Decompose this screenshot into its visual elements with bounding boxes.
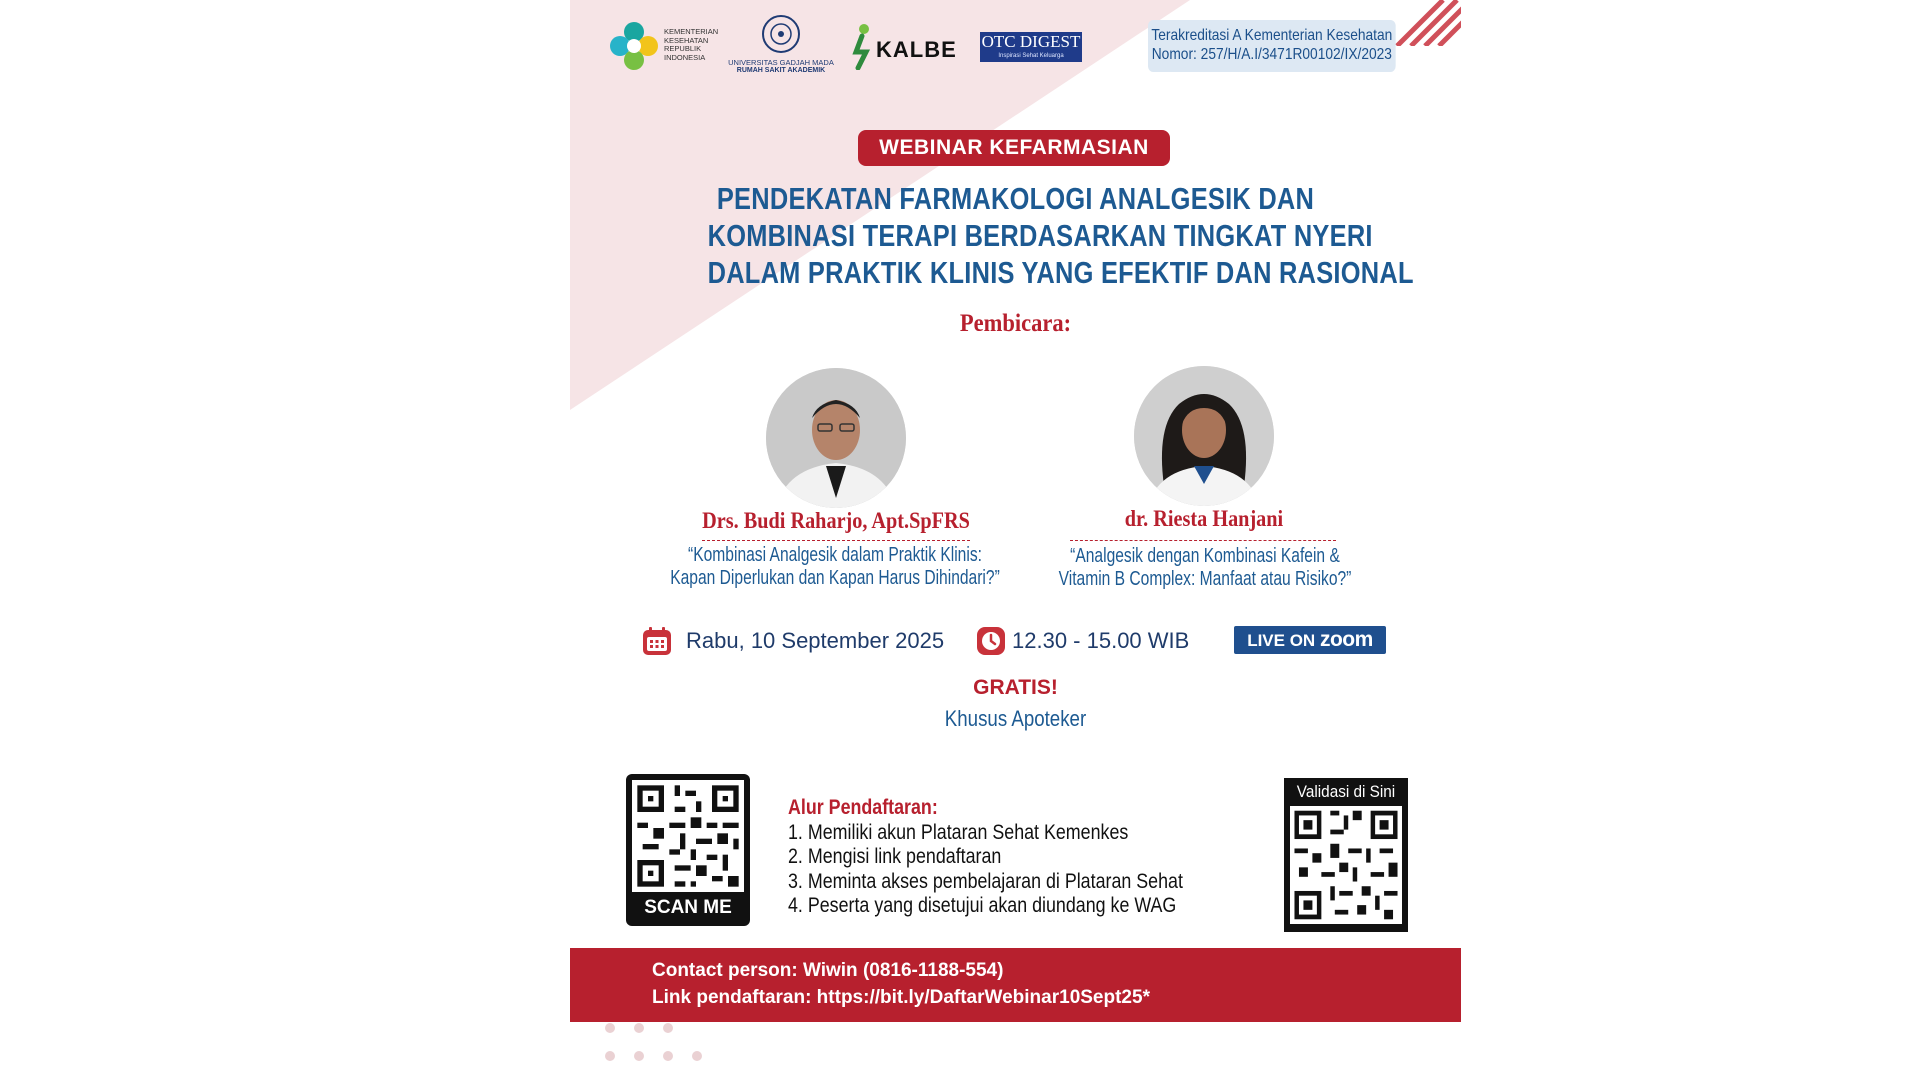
registration-link[interactable]: Link pendaftaran: https://bit.ly/DaftarWebinar10Sept25*	[652, 987, 1150, 1008]
calendar-icon	[642, 626, 672, 656]
event-time: 12.30 - 15.00 WIB	[1012, 628, 1190, 653]
otc-digest-tagline: Inspirasi Sehat Keluarga	[998, 53, 1064, 59]
decorative-dots	[604, 1022, 724, 1072]
scan-me-label: SCAN ME	[644, 897, 732, 918]
title-line: KOMBINASI TERAPI BERDASARKAN TINGKAT NYERI	[707, 218, 1373, 253]
ugm-logo	[726, 14, 836, 78]
kalbe-text: KALBE	[876, 37, 957, 62]
registration-qr[interactable]	[626, 774, 750, 926]
topic-line: Vitamin B Complex: Manfaat atau Risiko?”	[1058, 568, 1352, 590]
speaker-divider-2	[1070, 540, 1336, 541]
registration-steps	[788, 796, 1183, 919]
registration-step: 1. Memiliki akun Plataran Sehat Kemenkes	[788, 820, 1129, 844]
corner-stripes	[1391, 0, 1461, 46]
accreditation-line1: Terakreditasi A Kementerian Kesehatan	[1151, 27, 1393, 44]
title-line: PENDEKATAN FARMAKOLOGI ANALGESIK DAN	[716, 181, 1315, 216]
contact-person: Contact person: Wiwin (0816-1188-554)	[652, 960, 1004, 981]
webinar-badge: WEBINAR KEFARMASIAN	[858, 130, 1170, 166]
ugm-emblem-icon	[726, 14, 836, 56]
registration-step: 2. Mengisi link pendaftaran	[788, 845, 1002, 868]
kemenkes-logo	[608, 20, 718, 74]
sponsor-logos	[608, 14, 1088, 80]
zoom-text: zoom	[1319, 628, 1373, 651]
otc-digest-title: OTC DIGEST	[981, 32, 1081, 51]
speaker-topic-2	[967, 545, 1443, 591]
kemenkes-text: KEMENTERIAN KESEHATAN REPUBLIK INDONESIA	[664, 27, 719, 62]
qr-code-icon	[1290, 806, 1402, 924]
qr-code-icon	[632, 780, 744, 892]
male-speaker-portrait-icon	[766, 368, 906, 508]
free-label: GRATIS!	[973, 676, 1058, 699]
speaker-name-1: Drs. Budi Raharjo, Apt.SpFRS	[702, 508, 970, 533]
accreditation-line2: Nomor: 257/H/A.I/3471R00102/IX/2023	[1151, 46, 1392, 63]
registration-heading: Alur Pendaftaran:	[788, 796, 938, 819]
contact-footer	[570, 948, 1461, 1022]
kalbe-logo	[848, 22, 957, 70]
audience-label: Khusus Apoteker	[944, 706, 1087, 731]
live-on-text: LIVE ON	[1247, 631, 1316, 650]
speaker-divider-1	[702, 540, 970, 541]
webinar-poster	[570, 0, 1461, 1080]
webinar-title	[707, 180, 1414, 291]
ugm-subtext: RUMAH SAKIT AKADEMIK	[736, 67, 826, 74]
registration-step: 3. Meminta akses pembelajaran di Plataran Sehat	[788, 869, 1183, 893]
otc-digest-logo	[980, 32, 1082, 62]
live-on-zoom-badge	[1234, 626, 1386, 654]
event-info-row	[570, 622, 1461, 662]
clock-icon	[976, 626, 1006, 656]
speakers-heading: Pembicara:	[959, 310, 1072, 337]
kalbe-figure-icon	[848, 22, 876, 70]
validation-qr[interactable]	[1284, 778, 1408, 932]
topic-line: “Analgesik dengan Kombinasi Kafein &	[1070, 545, 1340, 567]
speaker-photo-1	[766, 368, 906, 508]
speaker-photo-2	[1134, 366, 1274, 506]
qr-pattern-icon	[1290, 806, 1402, 924]
topic-line: Kapan Diperlukan dan Kapan Harus Dihindari?”	[670, 567, 1000, 589]
qr-pattern-icon	[632, 780, 744, 892]
registration-step: 4. Peserta yang disetujui akan diundang ke WAG	[788, 894, 1177, 917]
topic-line: “Kombinasi Analgesik dalam Praktik Klinis:	[688, 544, 982, 566]
female-speaker-portrait-icon	[1134, 366, 1274, 506]
accreditation-box	[1148, 20, 1396, 72]
speaker-name-2: dr. Riesta Hanjani	[1124, 506, 1284, 531]
title-line: DALAM PRAKTIK KLINIS YANG EFEKTIF DAN RASIONAL	[707, 255, 1414, 290]
event-date: Rabu, 10 September 2025	[686, 628, 945, 653]
validation-label: Validasi di Sini	[1296, 782, 1396, 801]
ugm-text: UNIVERSITAS GADJAH MADA	[728, 58, 834, 67]
kemenkes-icon	[608, 20, 660, 72]
